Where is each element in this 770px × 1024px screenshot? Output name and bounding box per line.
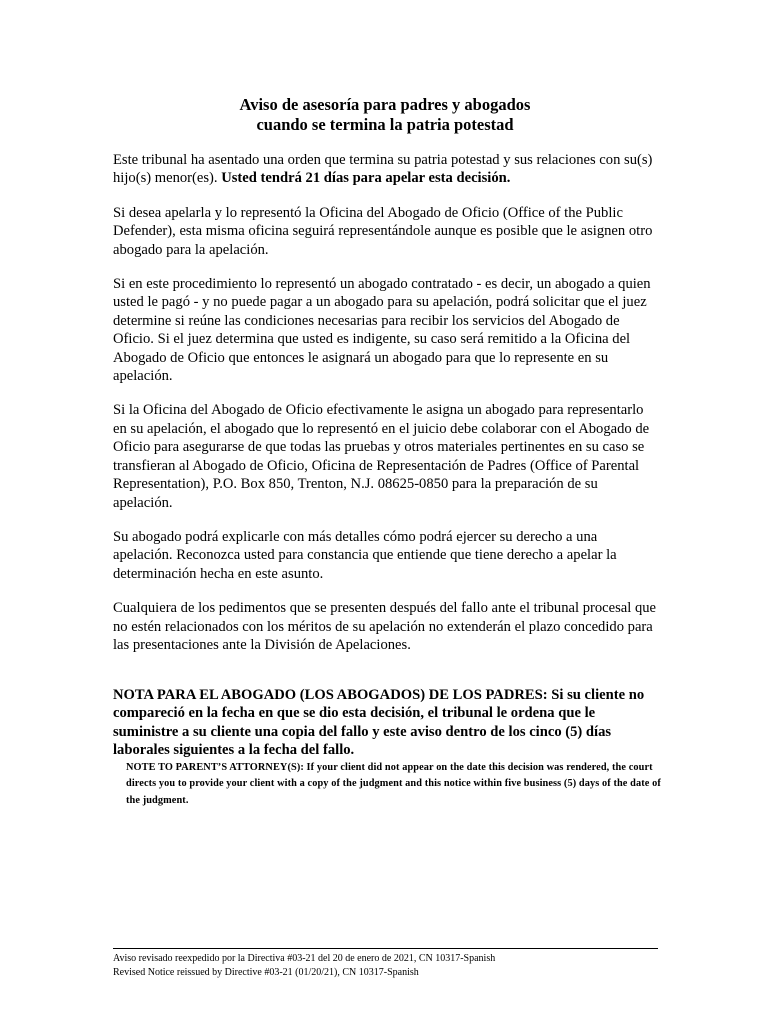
- document-title: [0, 95, 770, 135]
- footer-line-2: Revised Notice reissued by Directive #03-21 (01/20/21), CN 10317-Spanish: [113, 966, 419, 978]
- paragraph-1: [113, 151, 658, 188]
- paragraph-1-bold: Usted tendrá 21 días para apelar esta decisión.: [221, 170, 511, 187]
- footer: [113, 952, 658, 979]
- paragraph-1-text: Este tribunal ha asentado una orden que termina su patria potestad y sus relaciones con su(s) hijo(s) menor(es).: [113, 152, 653, 187]
- paragraph-2: Si desea apelarla y lo representó la Oficina del Abogado de Oficio (Office of the Public Defender), esta misma oficina seguirá representándole aunque es posible que le asignen otro abogado para la apelación.: [113, 204, 653, 258]
- paragraph-6: Cualquiera de los pedimentos que se presenten después del fallo ante el tribunal procesal que no estén relacionados con los méritos de su apelación no extenderán el plazo concedido para las presentaciones ante la División de Apelaciones.: [113, 600, 657, 653]
- paragraph-5: Su abogado podrá explicarle con más detalles cómo podrá ejercer su derecho a una apelación. Reconozca usted para constancia que entiende que tiene derecho a apelar la determinación hecha en este asunto.: [113, 528, 617, 582]
- attorney-note-spanish: NOTA PARA EL ABOGADO (LOS ABOGADOS) DE LOS PADRES: Si su cliente no compareció en la fecha en que se dio esta decisión, el tribunal le ordena que le suministre a su cliente una copia del fallo y este aviso dentro de los cinco (5) días laborales siguientes a la fecha del fallo.: [113, 687, 645, 759]
- document-body: [113, 151, 658, 670]
- paragraph-4: Si la Oficina del Abogado de Oficio efectivamente le asigna un abogado para representarlo en su apelación, el abogado que lo representó en el juicio debe colaborar con el Abogado de Oficio para asegurarse de que todas las pruebas y otros materiales pertinentes en su caso se transfieran al Abogado de Oficio, Oficina de Representación de Padres (Office of Parental Representation), P.O. Box 850, Trenton, N.J. 08625-0850 para la preparación de su apelación.: [113, 402, 650, 511]
- paragraph-3: Si en este procedimiento lo representó un abogado contratado - es decir, un abogado a quien usted le pagó - y no puede pagar a un abogado para su apelación, podrá solicitar que el juez determine si reúne las condiciones necesarias para recibir los servicios del Abogado de Oficio. Si el juez determina que usted es indigente, su caso será remitido a la Oficina del Abogado de Oficio que entonces le asignará un abogado para que lo represente en su apelación.: [113, 276, 651, 385]
- footer-divider: [113, 948, 658, 949]
- title-line-1: Aviso de asesoría para padres y abogados: [239, 95, 531, 114]
- footer-line-1: Aviso revisado reexpedido por la Directiva #03-21 del 20 de enero de 2021, CN 10317-Spanish: [113, 953, 496, 964]
- title-line-2: cuando se termina la patria potestad: [256, 115, 514, 134]
- attorney-note-english: NOTE TO PARENT’S ATTORNEY(S): If your client did not appear on the date this decision was rendered, the court directs you to provide your client with a copy of the judgment and this notice within five business (5) days of the date of the judgment.: [126, 762, 661, 806]
